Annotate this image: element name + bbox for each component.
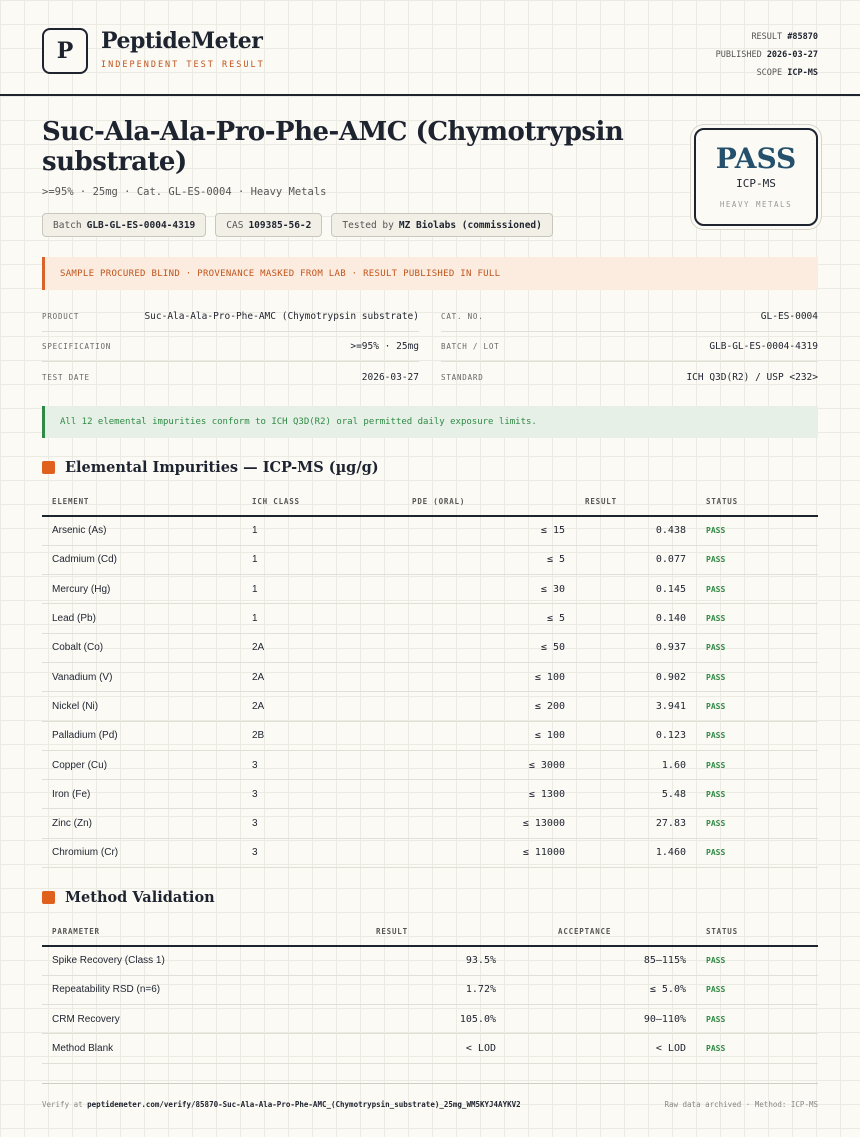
brand-name: PeptideMeter bbox=[101, 28, 263, 54]
result-cell: 93.5% bbox=[310, 946, 506, 975]
parameter-cell: Method Blank bbox=[42, 1034, 310, 1063]
table-row bbox=[42, 575, 818, 604]
element-cell: Copper (Cu) bbox=[42, 750, 242, 779]
info-row: BATCH / LOT GLB-GL-ES-0004-4319 bbox=[441, 332, 818, 362]
class-cell: 3 bbox=[242, 838, 402, 867]
element-cell: Mercury (Hg) bbox=[42, 575, 242, 604]
class-cell: 2A bbox=[242, 662, 402, 691]
info-row: PRODUCT Suc-Ala-Ala-Pro-Phe-AMC (Chymotrypsin substrate) bbox=[42, 302, 419, 332]
status-badge: PASS bbox=[696, 662, 818, 691]
class-cell: 3 bbox=[242, 750, 402, 779]
element-cell: Palladium (Pd) bbox=[42, 721, 242, 750]
table-row bbox=[42, 750, 818, 779]
product-title: Suc-Ala-Ala-Pro-Phe-AMC (Chymotrypsin substrate) bbox=[42, 117, 624, 177]
brand-tagline: INDEPENDENT TEST RESULT bbox=[101, 60, 265, 70]
pde-cell: ≤ 1300 bbox=[402, 780, 575, 809]
result-cell: 3.941 bbox=[575, 692, 696, 721]
table-row bbox=[42, 780, 818, 809]
pde-cell: ≤ 11000 bbox=[402, 838, 575, 867]
tested-by-chip: Tested by MZ Biolabs (commissioned) bbox=[331, 213, 552, 237]
pde-cell: ≤ 5 bbox=[402, 604, 575, 633]
product-chips bbox=[42, 213, 553, 237]
table-row bbox=[42, 516, 818, 545]
class-cell: 2A bbox=[242, 692, 402, 721]
status-badge: PASS bbox=[696, 1034, 818, 1063]
status-badge: PASS bbox=[696, 1005, 818, 1034]
element-cell: Nickel (Ni) bbox=[42, 692, 242, 721]
status-badge: PASS bbox=[696, 633, 818, 662]
verdict-category: HEAVY METALS bbox=[719, 200, 793, 209]
table-row bbox=[42, 545, 818, 574]
element-cell: Cadmium (Cd) bbox=[42, 545, 242, 574]
result-cell: 27.83 bbox=[575, 809, 696, 838]
element-cell: Cobalt (Co) bbox=[42, 633, 242, 662]
table-row bbox=[42, 809, 818, 838]
status-badge: PASS bbox=[696, 946, 818, 975]
batch-chip: Batch GLB-GL-ES-0004-4319 bbox=[42, 213, 206, 237]
logo-mark: P bbox=[42, 28, 88, 74]
table-header-row: PARAMETER RESULT ACCEPTANCE STATUS bbox=[42, 917, 818, 946]
element-cell: Lead (Pb) bbox=[42, 604, 242, 633]
class-cell: 1 bbox=[242, 604, 402, 633]
acceptance-cell: ≤ 5.0% bbox=[506, 975, 696, 1004]
acceptance-cell: 85–115% bbox=[506, 946, 696, 975]
status-badge: PASS bbox=[696, 545, 818, 574]
status-badge: PASS bbox=[696, 838, 818, 867]
pde-cell: ≤ 13000 bbox=[402, 809, 575, 838]
info-row: SPECIFICATION >=95% · 25mg bbox=[42, 332, 419, 362]
info-row: STANDARD ICH Q3D(R2) / USP <232> bbox=[441, 371, 818, 383]
product-subtitle: >=95% · 25mg · Cat. GL-ES-0004 · Heavy Metals bbox=[42, 186, 327, 198]
archive-note: Raw data archived · Method: ICP-MS bbox=[664, 1100, 818, 1109]
class-cell: 3 bbox=[242, 809, 402, 838]
result-meta bbox=[716, 28, 818, 82]
pde-cell: ≤ 100 bbox=[402, 721, 575, 750]
table-row bbox=[42, 662, 818, 691]
acceptance-cell: 90–110% bbox=[506, 1005, 696, 1034]
result-cell: 0.140 bbox=[575, 604, 696, 633]
table-row bbox=[42, 604, 818, 633]
report-header bbox=[0, 0, 860, 96]
table-row bbox=[42, 633, 818, 662]
meta-result: RESULT #85870 bbox=[751, 32, 818, 42]
result-cell: 0.077 bbox=[575, 545, 696, 574]
table-row bbox=[42, 692, 818, 721]
element-cell: Chromium (Cr) bbox=[42, 838, 242, 867]
impurities-section-title: Elemental Impurities — ICP-MS (µg/g) bbox=[42, 459, 379, 476]
table-row bbox=[42, 946, 818, 975]
pde-cell: ≤ 200 bbox=[402, 692, 575, 721]
class-cell: 2A bbox=[242, 633, 402, 662]
status-badge: PASS bbox=[696, 575, 818, 604]
pde-cell: ≤ 5 bbox=[402, 545, 575, 574]
status-badge: PASS bbox=[696, 516, 818, 545]
report-footer bbox=[42, 1083, 818, 1109]
result-cell: 105.0% bbox=[310, 1005, 506, 1034]
table-row bbox=[42, 1034, 818, 1063]
pde-cell: ≤ 50 bbox=[402, 633, 575, 662]
result-cell: 1.460 bbox=[575, 838, 696, 867]
impurities-table bbox=[42, 487, 818, 868]
validation-table bbox=[42, 917, 818, 1064]
verdict-method: ICP-MS bbox=[736, 177, 776, 190]
table-row bbox=[42, 838, 818, 867]
verdict-badge bbox=[694, 128, 818, 226]
result-cell: < LOD bbox=[310, 1034, 506, 1063]
table-row bbox=[42, 721, 818, 750]
parameter-cell: Repeatability RSD (n=6) bbox=[42, 975, 310, 1004]
verify-link[interactable]: peptidemeter.com/verify/85870-Suc-Ala-Ala-Pro-Phe-AMC_(Chymotrypsin_substrate)_25mg_WM5KYJ4AYKV2 bbox=[87, 1100, 521, 1109]
element-cell: Arsenic (As) bbox=[42, 516, 242, 545]
validation-section-title: Method Validation bbox=[42, 889, 215, 906]
result-cell: 1.60 bbox=[575, 750, 696, 779]
element-cell: Zinc (Zn) bbox=[42, 809, 242, 838]
meta-published: PUBLISHED 2026-03-27 bbox=[715, 50, 818, 60]
verify-line: Verify at peptidemeter.com/verify/85870-Suc-Ala-Ala-Pro-Phe-AMC_(Chymotrypsin_substrate)_25mg_WM5KYJ4AYKV2 bbox=[42, 1100, 521, 1109]
pde-cell: ≤ 15 bbox=[402, 516, 575, 545]
result-cell: 0.123 bbox=[575, 721, 696, 750]
table-header-row: ELEMENT ICH CLASS PDE (ORAL) RESULT STATUS bbox=[42, 487, 818, 516]
info-row: TEST DATE 2026-03-27 bbox=[42, 371, 419, 383]
status-badge: PASS bbox=[696, 721, 818, 750]
result-cell: 0.438 bbox=[575, 516, 696, 545]
conformity-notice: All 12 elemental impurities conform to ICH Q3D(R2) oral permitted daily exposure limits. bbox=[42, 406, 818, 438]
section-marker-icon bbox=[42, 461, 55, 474]
status-badge: PASS bbox=[696, 975, 818, 1004]
parameter-cell: CRM Recovery bbox=[42, 1005, 310, 1034]
result-cell: 0.902 bbox=[575, 662, 696, 691]
info-row: CAT. NO. GL-ES-0004 bbox=[441, 302, 818, 332]
status-badge: PASS bbox=[696, 750, 818, 779]
cas-chip: CAS 109385-56-2 bbox=[215, 213, 322, 237]
pde-cell: ≤ 100 bbox=[402, 662, 575, 691]
result-cell: 1.72% bbox=[310, 975, 506, 1004]
section-marker-icon bbox=[42, 891, 55, 904]
table-row bbox=[42, 1005, 818, 1034]
acceptance-cell: < LOD bbox=[506, 1034, 696, 1063]
table-row bbox=[42, 975, 818, 1004]
status-badge: PASS bbox=[696, 604, 818, 633]
pde-cell: ≤ 3000 bbox=[402, 750, 575, 779]
class-cell: 3 bbox=[242, 780, 402, 809]
status-badge: PASS bbox=[696, 809, 818, 838]
blind-procurement-notice: SAMPLE PROCURED BLIND · PROVENANCE MASKED FROM LAB · RESULT PUBLISHED IN FULL bbox=[42, 257, 818, 290]
status-badge: PASS bbox=[696, 692, 818, 721]
meta-scope: SCOPE ICP-MS bbox=[756, 68, 818, 78]
pde-cell: ≤ 30 bbox=[402, 575, 575, 604]
element-cell: Vanadium (V) bbox=[42, 662, 242, 691]
class-cell: 1 bbox=[242, 575, 402, 604]
result-cell: 0.937 bbox=[575, 633, 696, 662]
result-cell: 5.48 bbox=[575, 780, 696, 809]
class-cell: 1 bbox=[242, 545, 402, 574]
parameter-cell: Spike Recovery (Class 1) bbox=[42, 946, 310, 975]
class-cell: 2B bbox=[242, 721, 402, 750]
result-cell: 0.145 bbox=[575, 575, 696, 604]
status-badge: PASS bbox=[696, 780, 818, 809]
element-cell: Iron (Fe) bbox=[42, 780, 242, 809]
class-cell: 1 bbox=[242, 516, 402, 545]
verdict-word: PASS bbox=[715, 142, 797, 175]
